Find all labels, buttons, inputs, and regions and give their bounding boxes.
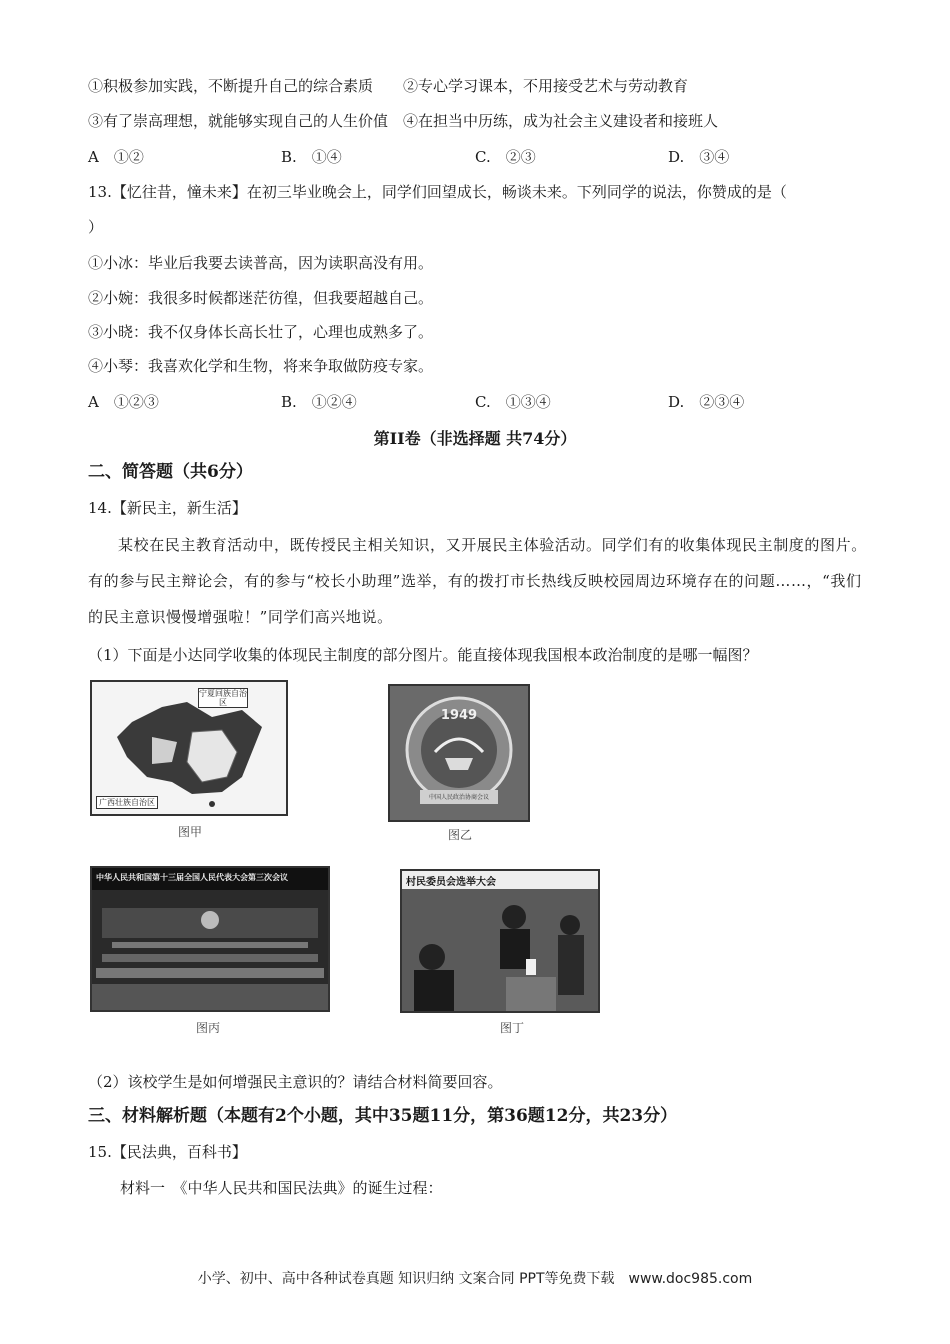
- part2-title: 第II卷（非选择题 共74分）: [373, 429, 577, 448]
- q13-stem: 13.【忆往昔，憧未来】在初三毕业晚会上，同学们回望成长，畅谈未来。下列同学的说法，你赞成的是（: [88, 183, 787, 201]
- figure-ding-village-election: [400, 869, 600, 1013]
- figure-yi-year: 1949: [440, 708, 478, 723]
- q15-title: 15.【民法典，百科书】: [88, 1143, 247, 1161]
- q15-material-1: 材料一 《中华人民共和国民法典》的诞生过程：: [120, 1179, 443, 1197]
- section3-title: 三、材料解析题（本题有2个小题，其中35题11分，第36题12分，共23分）: [88, 1106, 678, 1126]
- q12-option-line-1: ①积极参加实践，不断提升自己的综合素质 ②专心学习课本，不用接受艺术与劳动教育: [88, 77, 689, 95]
- q13-choice-a: A ①②③: [88, 393, 159, 411]
- figure-yi-caption: 图乙: [448, 828, 473, 842]
- figure-ding-banner: 村民委员会选举大会: [406, 877, 496, 888]
- q14-title: 14.【新民主，新生活】: [88, 499, 247, 517]
- q12-option-line-2: ③有了崇高理想，就能够实现自己的人生价值 ④在担当中历练，成为社会主义建设者和接班人: [88, 112, 719, 130]
- q14-subquestion-2: （2）该校学生是如何增强民主意识的？请结合材料简要回容。: [88, 1073, 503, 1091]
- figure-yi-emblem: [388, 684, 530, 822]
- q13-stem-end: ）: [88, 218, 104, 236]
- figure-bing-caption: 图丙: [196, 1021, 221, 1035]
- page-footer: 小学、初中、高中各种试卷真题 知识归纳 文案合同 PPT等免费下载 www.doc985.com: [197, 1271, 753, 1287]
- q13-item-4: ④小琴：我喜欢化学和生物，将来争取做防疫专家。: [88, 357, 434, 375]
- q12-choice-b: B. ①④: [281, 148, 342, 166]
- section2-title: 二、简答题（共6分）: [88, 462, 253, 482]
- q12-choice-a: A ①②: [88, 148, 144, 166]
- china-map-icon: [92, 682, 286, 814]
- q13-item-1: ①小冰：毕业后我要去读普高，因为读职高没有用。: [88, 254, 434, 272]
- figure-yi-ribbon: 中国人民政治协商会议: [428, 794, 489, 801]
- figure-bing-npc-hall: [90, 866, 330, 1012]
- figure-bing-banner: 中华人民共和国第十三届全国人民代表大会第三次会议: [96, 873, 288, 882]
- figure-jia-map: [90, 680, 288, 816]
- q12-choice-c: C. ②③: [475, 148, 536, 166]
- voting-scene-icon: [402, 871, 598, 1011]
- figure-jia-label-ningxia: 宁夏回族自治区: [199, 689, 247, 707]
- q12-choice-d: D. ③④: [668, 148, 730, 166]
- figure-jia-label-guangxi: 广西壮族自治区: [96, 796, 158, 809]
- q13-choice-d: D. ②③④: [668, 393, 745, 411]
- assembly-hall-icon: [92, 868, 328, 1010]
- figure-jia-caption: 图甲: [178, 825, 203, 839]
- figure-ding-caption: 图丁: [500, 1021, 525, 1035]
- q13-item-2: ②小婉：我很多时候都迷茫彷徨，但我要超越自己。: [88, 289, 434, 307]
- q13-item-3: ③小晓：我不仅身体长高长壮了，心理也成熟多了。: [88, 323, 434, 341]
- q14-material: 某校在民主教育活动中，既传授民主相关知识，又开展民主体验活动。同学们有的收集体现民主制度的图片。有的参与民主辩论会，有的参与“校长小助理”选举，有的拨打市长热线反映校园周边环境存在的问题……，“我们的民主意识慢慢增强啦！”同学们高兴地说。: [88, 536, 867, 626]
- q13-choice-c: C. ①③④: [475, 393, 551, 411]
- q13-choice-b: B. ①②④: [281, 393, 357, 411]
- q14-subquestion-1: （1）下面是小达同学收集的体现民主制度的部分图片。能直接体现我国根本政治制度的是哪一幅图？: [88, 646, 758, 664]
